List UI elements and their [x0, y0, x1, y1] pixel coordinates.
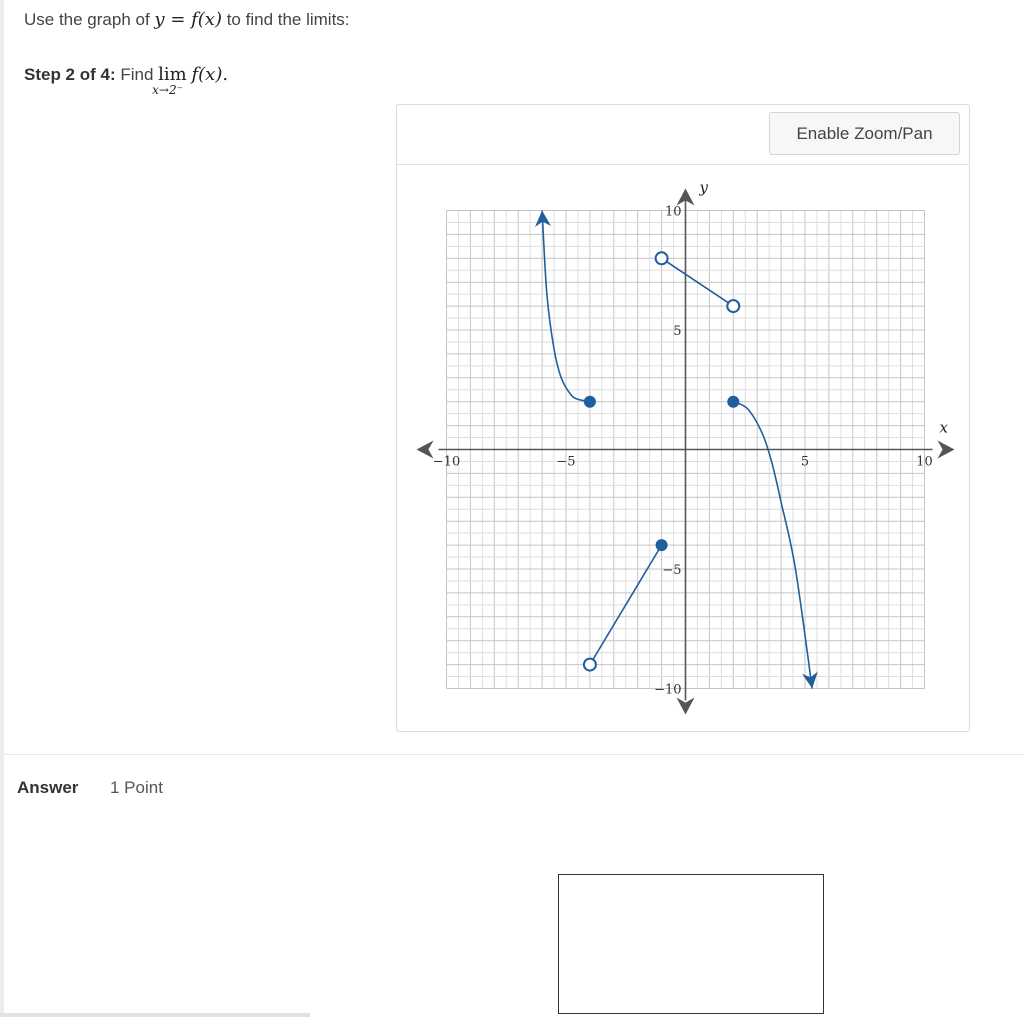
y-tick-label: 5 [673, 324, 682, 339]
x-tick-label: 5 [800, 454, 810, 470]
zoom-pan-button[interactable]: Enable Zoom/Pan [769, 112, 960, 155]
y-tick-label: −5 [662, 563, 682, 578]
curve-1-end-closed-dot [584, 396, 596, 408]
section-divider [4, 754, 1024, 755]
limit-expression [152, 64, 187, 97]
prompt-y: y [154, 9, 165, 30]
prompt-fx: f(x) [191, 9, 222, 30]
bottom-strip [0, 1013, 310, 1017]
function-graph [397, 105, 971, 733]
step-label: Step 2 of 4: [24, 65, 116, 84]
prompt-equals: = [164, 9, 192, 30]
curve-3-start-open-dot [656, 252, 668, 264]
answer-label: Answer [17, 778, 79, 797]
x-axis-label: x [939, 418, 948, 437]
answer-input[interactable] [558, 874, 824, 1014]
points-label: 1 Point [110, 778, 163, 797]
x-axis-arrow-icon [938, 441, 955, 459]
x-tick-label: −5 [556, 454, 576, 470]
limit-subscript: x→2⁻ [152, 83, 183, 97]
prompt-suffix: to find the limits: [221, 10, 350, 29]
x-tick-label: 10 [916, 454, 933, 470]
curve-3-end-open-dot [727, 300, 739, 312]
graph-panel [396, 104, 970, 732]
y-axis-label: y [699, 178, 708, 197]
limit-operator: lim [158, 64, 187, 85]
curve-4-start-closed-dot [727, 396, 739, 408]
step-text: Find [115, 65, 159, 84]
x-tick-label: −10 [432, 454, 461, 470]
x-axis-arrow-left-icon [417, 441, 434, 459]
curve-2-start-open-dot [584, 659, 596, 671]
left-border [0, 0, 4, 1017]
step-instruction [24, 64, 229, 97]
limit-function: f(x). [191, 64, 229, 85]
y-tick-label: −10 [654, 682, 682, 698]
y-tick-label: 10 [664, 204, 682, 220]
prompt-prefix: Use the graph of [24, 10, 155, 29]
curve-2-end-closed-dot [656, 539, 668, 551]
question-prompt [24, 9, 350, 30]
